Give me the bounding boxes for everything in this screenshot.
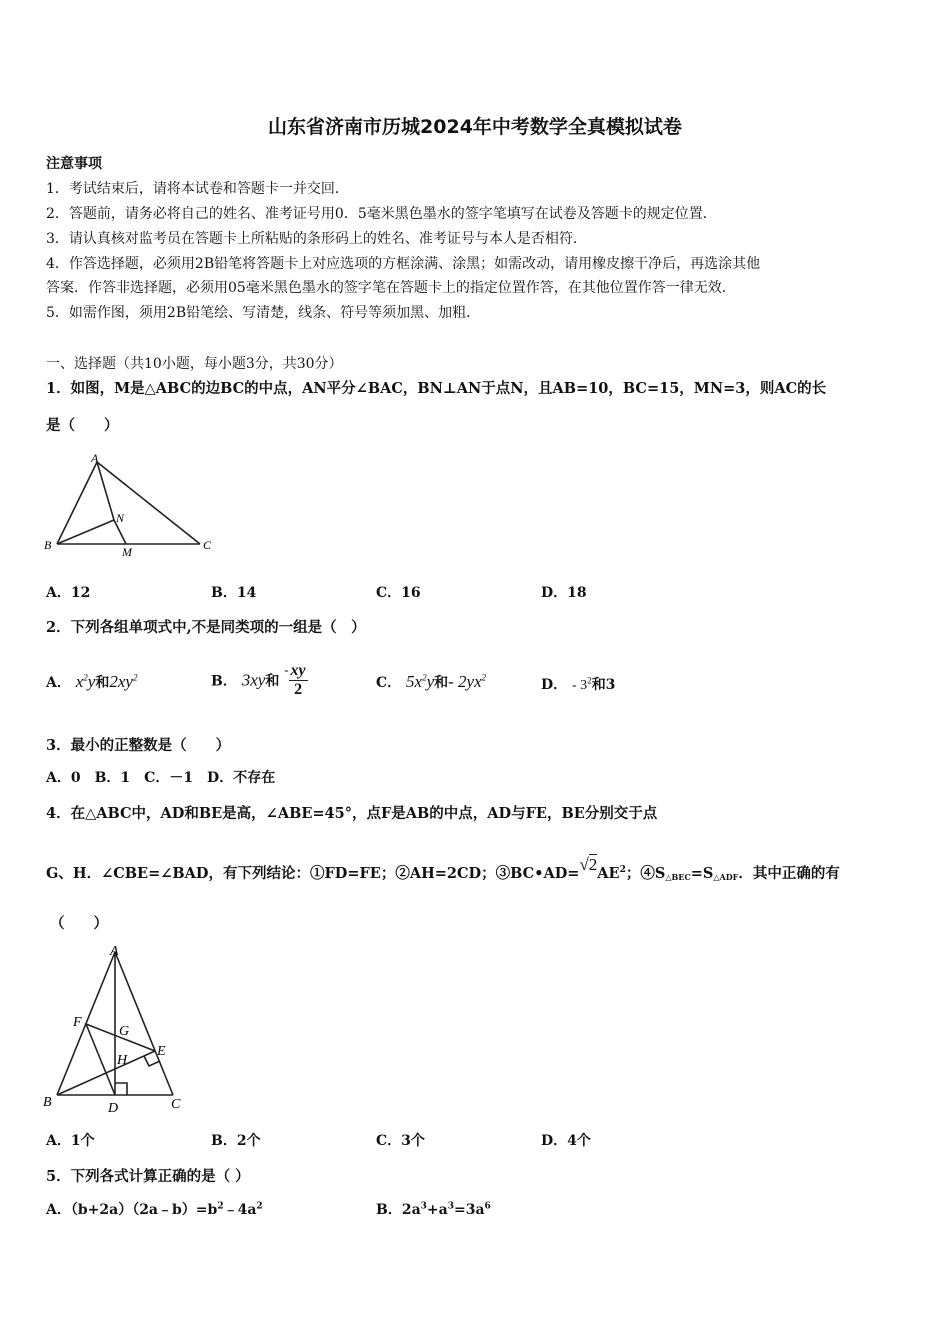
question-4-line1: 4．在△ABC中，AD和BE是高，∠ABE=45°，点F是AB的中点，AD与FE，BE分别交于点 xyxy=(46,805,658,822)
notice-item: 答案．作答非选择题，必须用05毫米黑色墨水的签字笔在答题卡上的指定位置作答，在其他位置作答一律无效． xyxy=(46,280,736,296)
label-e: E xyxy=(157,1044,166,1059)
question-1-line1: 1．如图，M是△ABC的边BC的中点，AN平分∠BAC，BN⊥AN于点N，且AB=10，BC=15，MN=3，则AC的长 xyxy=(46,380,827,397)
label-c: C xyxy=(203,538,212,552)
q5-option-a: A．$(b+2a)(2a﹣b)=b^2﹣4a^2$ xyxy=(46,1201,263,1218)
notice-heading: 注意事项 xyxy=(46,156,102,172)
q1-option-d: D．18 xyxy=(541,585,587,601)
label-h: H xyxy=(117,1053,128,1068)
q2-a-label: A． xyxy=(46,675,71,691)
triangle-abc-figure xyxy=(42,448,222,560)
label-n: N xyxy=(116,511,125,525)
label-f: F xyxy=(73,1015,82,1030)
q2-b-term1: 3xy xyxy=(241,670,266,690)
q4-option-a: A．1个 xyxy=(46,1133,95,1149)
q2-b-label: B． xyxy=(211,673,237,690)
q2-c-label: C． xyxy=(376,675,402,691)
label-a: A xyxy=(91,451,99,465)
q2-c-term1: $5x^2y$ xyxy=(406,672,435,691)
section-heading: 一、选择题（共10小题，每小题3分，共30分） xyxy=(46,356,343,372)
label-c: C xyxy=(171,1097,181,1112)
q2-option-b: B． 3xy和 - $\frac{xy}{2}$ xyxy=(211,662,306,698)
notice-item: 3．请认真核对监考员在答题卡上所粘贴的条形码上的姓名、准考证号与本人是否相符． xyxy=(46,231,587,247)
question-1-line2: 是（ ） xyxy=(46,417,119,434)
q4-option-c: C．3个 xyxy=(376,1133,425,1149)
notice-item: 4．作答选择题，必须用2B铅笔将答题卡上对应选项的方框涂满、涂黑；如需改动，请用橡皮擦干净后，再选涂其他 xyxy=(46,256,761,272)
q2-d-label: D． xyxy=(541,677,568,693)
notice-item: 2．答题前，请务必将自己的姓名、准考证号用0．5毫米黑色墨水的签字笔填写在试卷及答题卡的规定位置． xyxy=(46,206,717,222)
question-3-stem: 3．最小的正整数是（ ） xyxy=(46,737,231,754)
label-g: G xyxy=(119,1024,130,1039)
q2-d-term1: - $3^2$ xyxy=(572,675,592,693)
q4-option-b: B．2个 xyxy=(211,1133,261,1149)
q3-options: A．0 B．1 C．－1 D．不存在 xyxy=(46,770,276,786)
q2-c-term2: - $2yx^2$ xyxy=(448,672,487,691)
q2-option-a: A． $x^2y$和$2xy^2$ xyxy=(46,672,138,691)
q1-option-a: A．12 xyxy=(46,585,91,601)
question-4-line2: G、H．∠CBE=∠BAD，有下列结论：①FD=FE；②AH=2CD；$③BC•AD=√2AE^2$；$④S_{\triangle BEC}=S_{\triangle ADF}$．其中正确的有 xyxy=(46,855,840,882)
question-4-line3: （ ） xyxy=(50,915,108,932)
notice-item: 1．考试结束后，请将本试卷和答题卡一并交回． xyxy=(46,181,349,197)
label-d: D xyxy=(108,1101,119,1116)
sqrt-2: √2 xyxy=(579,855,598,874)
q1-option-b: B．14 xyxy=(211,585,257,601)
q1-option-c: C．16 xyxy=(376,585,421,601)
question-2-stem: 2．下列各组单项式中,不是同类项的一组是（ ） xyxy=(46,619,366,636)
label-b: B xyxy=(44,538,52,552)
q2-a-term2: $2xy^2$ xyxy=(109,672,138,691)
q2-b-fraction: $\frac{xy}{2}$ xyxy=(290,662,306,698)
triangle-altitudes-figure xyxy=(40,942,200,1118)
question-5-stem: 5．下列各式计算正确的是（ ） xyxy=(46,1168,250,1185)
notice-item: 5．如需作图，须用2B铅笔绘、写清楚，线条、符号等须加黑、加粗． xyxy=(46,305,481,321)
q2-option-c: C． $5x^2y$和- $2yx^2$ xyxy=(376,672,487,691)
q4-option-d: D．4个 xyxy=(541,1133,591,1149)
q5-option-b: B．$2a^3+a^3=3a^6$ xyxy=(376,1201,491,1218)
label-a: A xyxy=(110,944,119,959)
page-title: 山东省济南市历城2024年中考数学全真模拟试卷 xyxy=(268,116,682,138)
label-b: B xyxy=(43,1095,52,1110)
label-m: M xyxy=(122,545,132,559)
q2-a-term1: $x^2y$ xyxy=(75,672,96,691)
q2-option-d: D． - $3^2$和3 xyxy=(541,675,616,693)
